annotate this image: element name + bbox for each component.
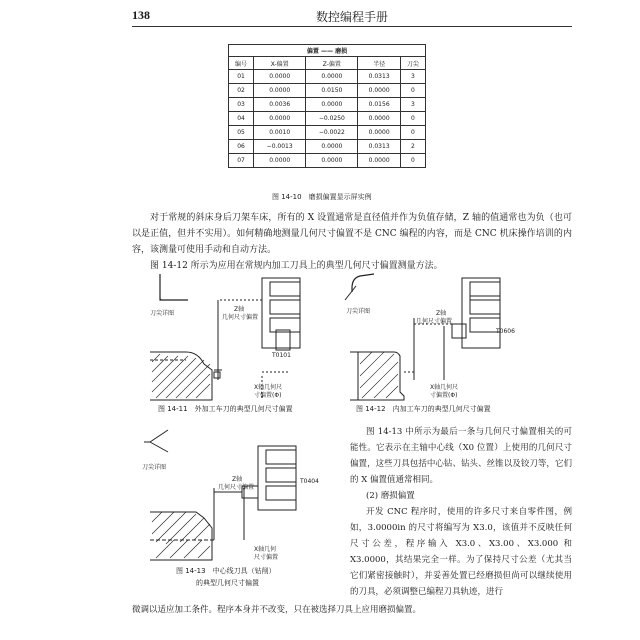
page-number: 138 (132, 8, 150, 22)
fig-14-13-turret (214, 446, 296, 540)
fig-14-12-turret (414, 278, 500, 380)
fig-14-12-tip-detail (345, 274, 374, 300)
tip-detail-label: 刀尖详图 (346, 308, 371, 315)
cell: 0.0000 (306, 154, 358, 168)
cell: 07 (229, 154, 254, 168)
col-header: X-偏置 (254, 57, 306, 70)
tip-detail-label: 刀尖详图 (142, 464, 167, 471)
running-title: 数控编程手册 (315, 10, 388, 24)
tool-number: T0404 (300, 478, 319, 485)
cell: 0.0313 (358, 70, 400, 84)
tool-number: T0101 (272, 352, 291, 359)
x-offset-label: 寸偏置(Φ) (254, 392, 282, 399)
x-offset-label: 寸偏置(Φ) (430, 392, 458, 399)
cell: 0.0000 (254, 70, 306, 84)
figure-caption: 图 14-12 内加工车刀的典型几何尺寸偏置 (356, 405, 491, 413)
x-offset-label: X轴几何尺 (430, 384, 459, 391)
cell: 0.0000 (254, 154, 306, 168)
bottom-line: 微调以适应加工条件。程序本身并不改变，只在被选择刀具上应用磨损偏置。 (132, 605, 422, 615)
fig-14-13-workpiece (150, 512, 214, 560)
x-offset-label: 尺寸偏置 (254, 554, 279, 561)
z-offset-label: 几何尺寸偏置 (218, 484, 255, 491)
col-header: 刀尖 (400, 57, 425, 70)
cell: 0.0000 (358, 126, 400, 140)
z-offset-label: 几何尺寸偏置 (222, 314, 259, 321)
cell: 0.0000 (358, 154, 400, 168)
figure-caption: 图 14-10 磨损偏置显示屏实例 (272, 193, 372, 201)
z-axis-label: Z轴 (232, 476, 243, 483)
fig-14-11-tip-detail (160, 274, 188, 300)
figure-caption: 图 14-13 中心线刀具（钻削） (176, 567, 276, 575)
cell: −0.0013 (254, 140, 306, 154)
cell: 0.0000 (306, 70, 358, 84)
z-axis-label: Z轴 (234, 306, 245, 313)
paragraph: 图 14-13 中所示为最后一条与几何尺寸偏置相关的可能性。它表示在主轴中心线（X0 位置）上使用的几何尺寸偏置，这些刀具包括中心钻、钻头、丝锥以及铰刀等，它们的 X 偏置值通常相同。 (350, 427, 572, 485)
cell: 03 (229, 98, 254, 112)
paragraph: 开发 CNC 程序时，使用的许多尺寸来自零件图，例如，3.0000in 的尺寸将编写为 X3.0，该值并不反映任何尺寸公差，程序输入 X3.0、X3.00、X3.000 和 X3.0000，其结果完全一样。为了保持尺寸公差（尤其当它们紧密接触时），并妥善处置已经磨损但尚可以继续使用的刀具，必须调整已编程刀具轨迹，进行 (350, 507, 572, 597)
cell: 0.0010 (254, 126, 306, 140)
col-header: 编号 (229, 57, 254, 70)
cell: 0.0000 (254, 112, 306, 126)
cell: −0.0022 (306, 126, 358, 140)
fig-14-11-workpiece (150, 352, 222, 400)
col-header: Z-偏置 (306, 57, 358, 70)
cell: 06 (229, 140, 254, 154)
cell: 0 (400, 154, 425, 168)
tool-number: T0606 (496, 328, 515, 335)
cell: 04 (229, 112, 254, 126)
figure-caption: 图 14-11 外加工车刀的典型几何尺寸偏置 (158, 405, 293, 413)
cell: 0 (400, 112, 425, 126)
cell: 02 (229, 84, 254, 98)
x-offset-label: X轴几何 (254, 546, 277, 553)
tip-detail-label: 刀尖详图 (150, 310, 175, 317)
z-axis-label: Z轴 (436, 310, 447, 317)
col-header: 半径 (358, 57, 400, 70)
cell: 0.0000 (358, 112, 400, 126)
cell: 0.0000 (358, 84, 400, 98)
cell: 0.0036 (254, 98, 306, 112)
fig-14-12-workpiece (350, 352, 416, 400)
section-heading: (2) 磨损偏置 (366, 491, 415, 501)
cell: 0.0000 (306, 98, 358, 112)
cell: 0.0156 (358, 98, 400, 112)
paragraph: 对于常规的斜床身后刀架车床，所有的 X 设置通常是直径值并作为负值存储，Z 轴的值通常也为负（也可以是正值，但并不实用）。如何精确地测量几何尺寸偏置不是 CNC 编程的内容，而是 CNC 机床操作培训的内容，该测量可使用手动和自动方法。 (132, 213, 572, 255)
cell: 01 (229, 70, 254, 84)
cell: 05 (229, 126, 254, 140)
cell: −0.0250 (306, 112, 358, 126)
fig-14-13-tip-detail (144, 430, 168, 452)
x-offset-label: X轴几何尺 (254, 384, 283, 391)
cell: 0 (400, 84, 425, 98)
cell: 0.0000 (306, 140, 358, 154)
right-column-text (350, 424, 572, 600)
z-offset-label: 几何尺寸偏置 (416, 318, 453, 325)
cell: 2 (400, 140, 425, 154)
cell: 0.0313 (358, 140, 400, 154)
table-title: 偏置 —— 磨损 (229, 45, 426, 57)
figure-caption: 的典型几何尺寸偏置 (196, 579, 259, 587)
cell: 3 (400, 70, 425, 84)
fig-14-11-turret (218, 278, 300, 398)
cell: 3 (400, 98, 425, 112)
cell: 0.0000 (254, 84, 306, 98)
paragraph: 图 14-12 所示为应用在常规内加工刀具上的典型几何尺寸偏置测量方法。 (150, 261, 443, 271)
cell: 0.0150 (306, 84, 358, 98)
cell: 0 (400, 126, 425, 140)
